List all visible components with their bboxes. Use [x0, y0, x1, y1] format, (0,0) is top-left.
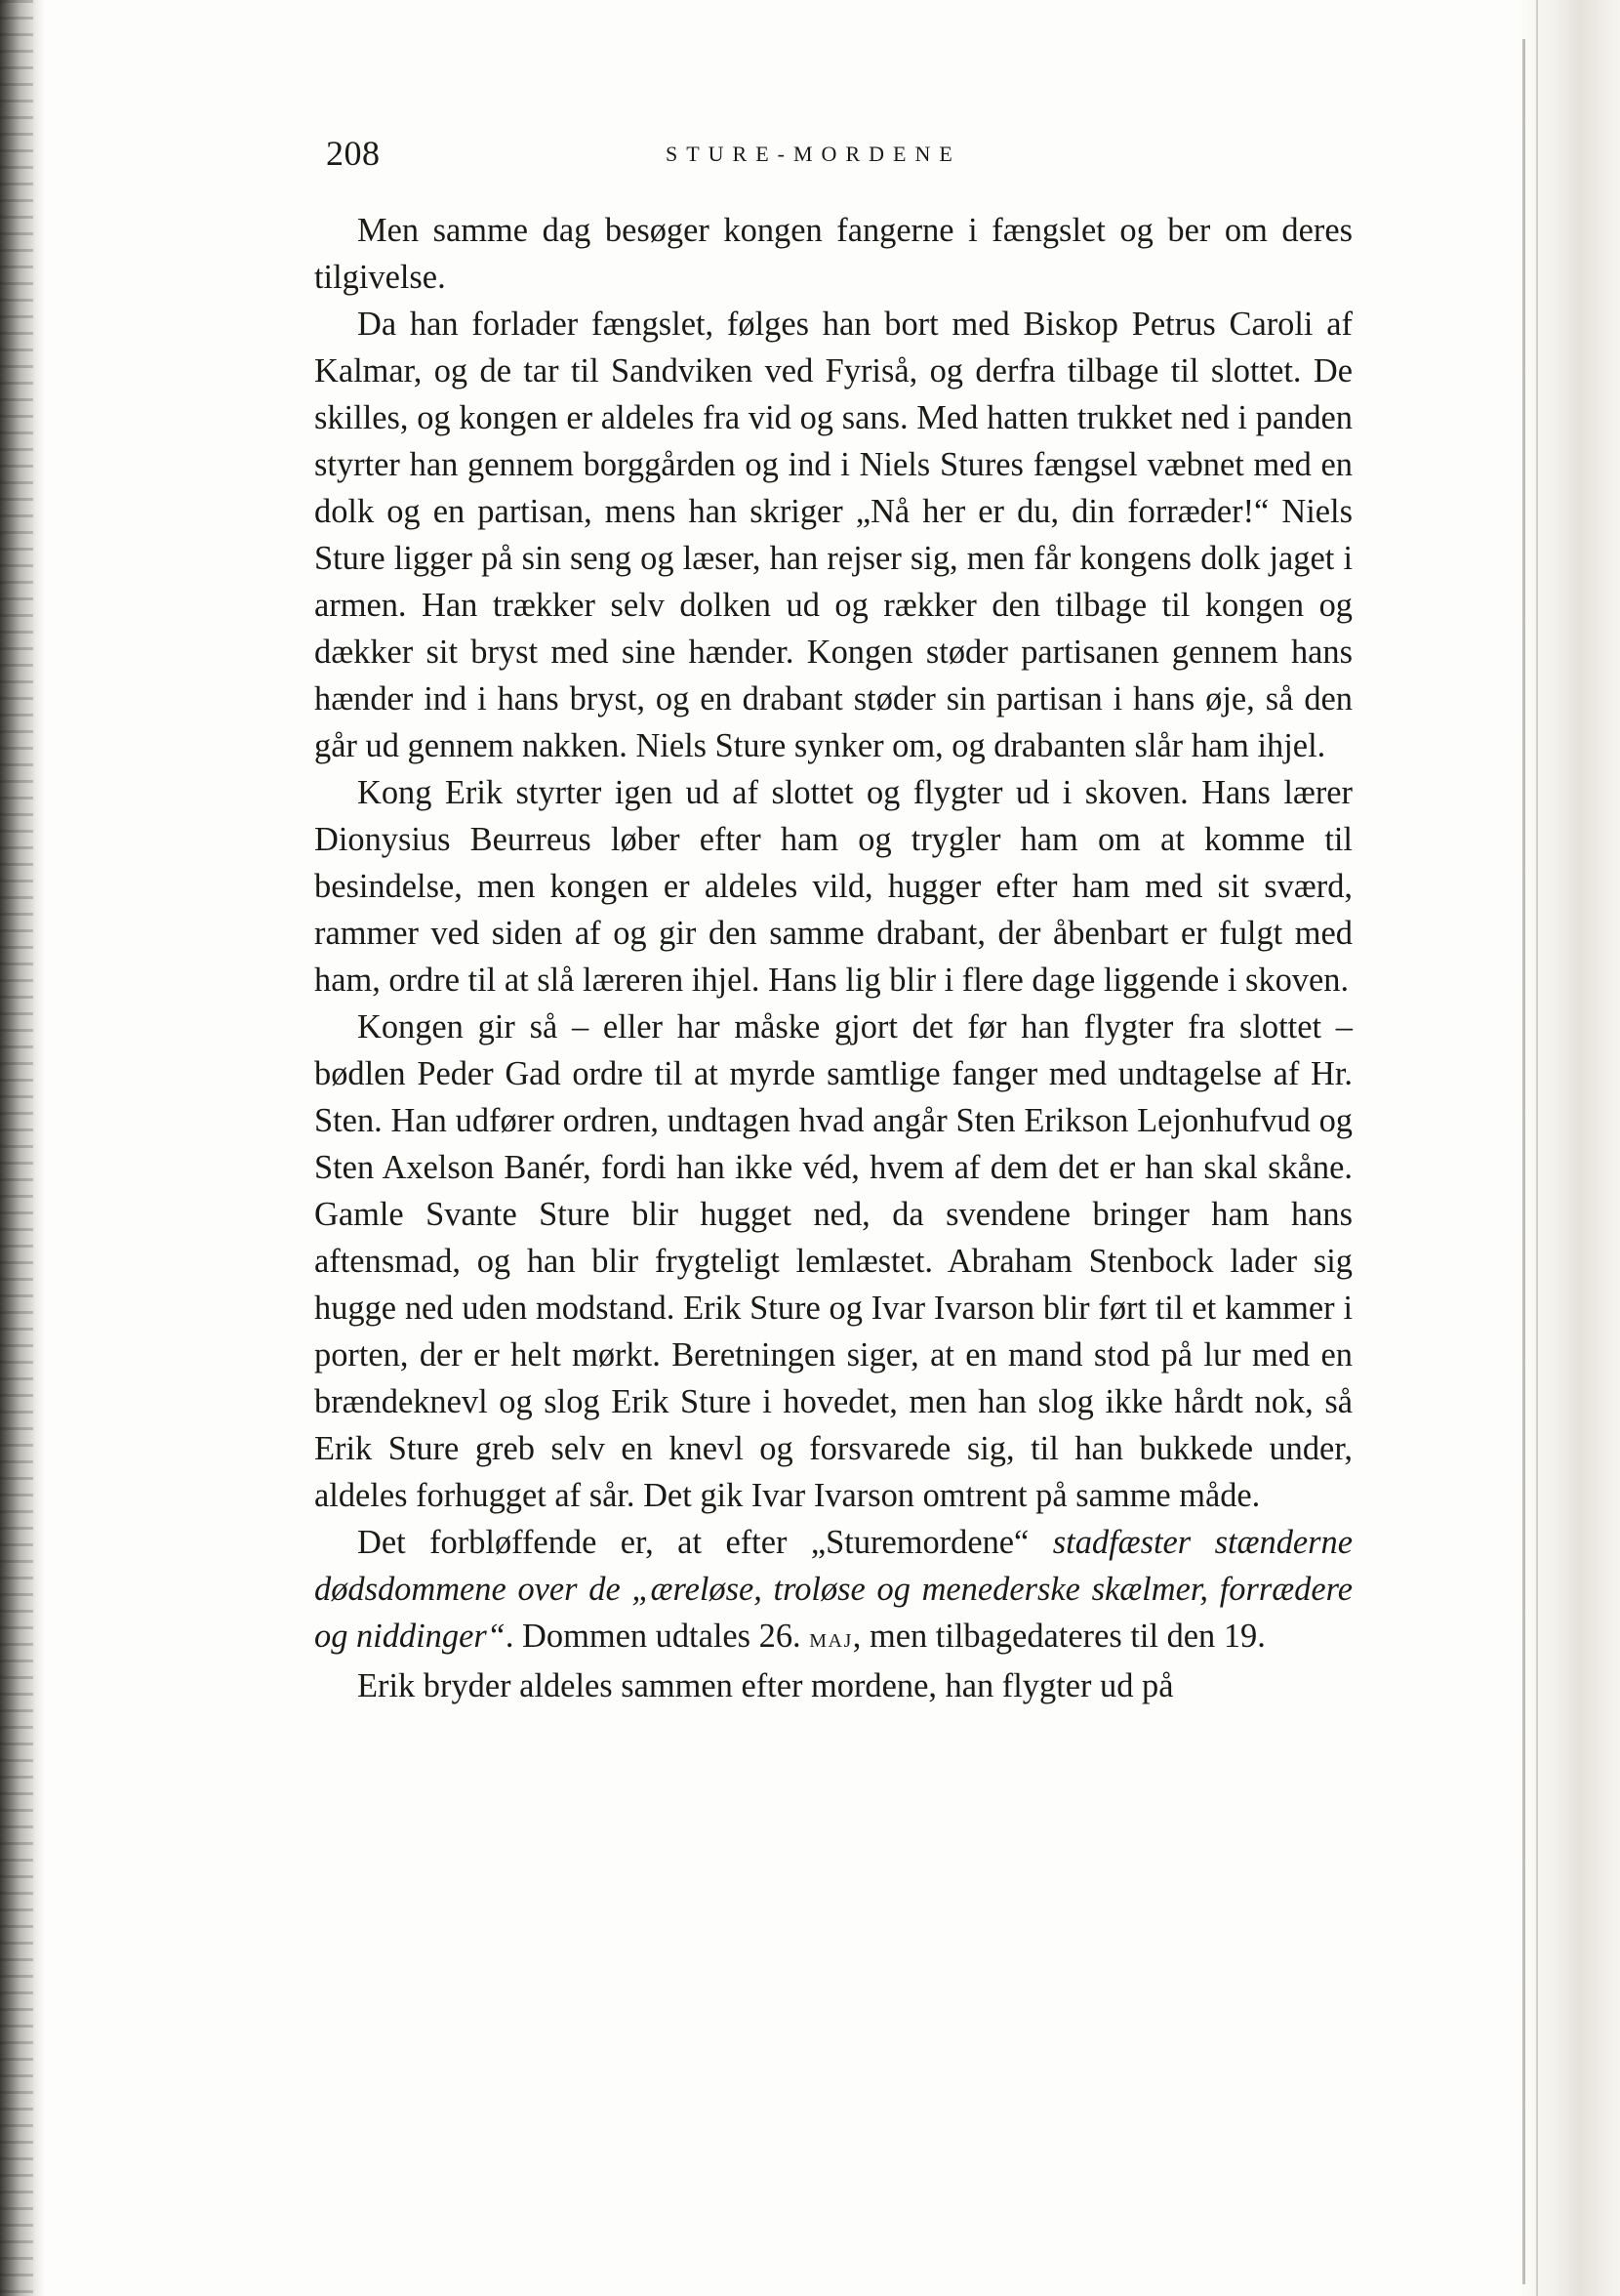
paragraph-text: Det forbløffende er, at efter „Sturemordene“ — [357, 1524, 1053, 1561]
page-edge-line — [1522, 39, 1525, 2284]
small-caps-month: maj — [809, 1623, 853, 1654]
page-edge-line-outer — [1536, 0, 1538, 2296]
paragraph-text: . Dommen udtales 26. — [505, 1618, 810, 1655]
binding-streaks — [0, 0, 33, 2296]
paragraph: Kongen gir så – eller har måske gjort det før han flygter fra slottet – bødlen Peder Gad ordre til at myrde samtlige fanger med undtagelse af Hr. Sten. Han udfører ordren, undtagen hvad angår Sten Erikson Lejonhufvud og Sten Axelson Banér, fordi han ikke véd, hvem af dem det er han skal skåne. Gamle Svante Sture blir hugget ned, da svendene bringer ham hans aftensmad, og han blir frygteligt lemlæstet. Abraham Stenbock lader sig hugge ned uden modstand. Erik Sture og Ivar Ivarson blir ført til et kammer i porten, der er helt mørkt. Beretningen siger, at en mand stod på lur med en brændeknevl og slog Erik Sture i hovedet, men han slog ikke hårdt nok, så Erik Sture greb selv en knevl og forsvarede sig, til han bukkede under, aldeles forhugget af sår. Det gik Ivar Ivarson omtrent på samme måde. — [314, 1008, 1353, 1514]
paragraph: Da han forlader fængslet, følges han bort med Biskop Petrus Caroli af Kalmar, og de tar til Sandviken ved Fyriså, og derfra tilbage til slottet. De skilles, og kongen er aldeles fra vid og sans. Med hatten trukket ned i panden styrter han gennem borggården og ind i Niels Stures fængsel væbnet med en dolk og en partisan, mens han skriger „Nå her er du, din forræder!“ Niels Sture ligger på sin seng og læser, han rejser sig, men får kongens dolk jaget i armen. Han trækker selv dolken ud og rækker den tilbage til kongen og dækker sit bryst med sine hænder. Kongen støder partisanen gennem hans hænder ind i hans bryst, og en drabant støder sin partisan i hans øje, så den går ud gennem nakken. Niels Sture synker om, og drabanten slår ham ihjel. — [314, 306, 1353, 764]
paragraph: Kong Erik styrter igen ud af slottet og flygter ud i skoven. Hans lærer Dionysius Beurreus løber efter ham og trygler ham om at komme til besindelse, men kongen er aldeles vild, hugger efter ham med sit sværd, rammer ved siden af og gir den samme drabant, der åbenbart er fulgt med ham, ordre til at slå læreren ihjel. Hans lig blir i flere dage liggende i skoven. — [314, 774, 1353, 999]
paragraph: Erik bryder aldeles sammen efter mordene, han flygter ud på — [357, 1667, 1174, 1704]
italic-quote: stadfæster stænderne dødsdommene over de „æreløse, troløse og menederske skælmer, forrædere og niddinger“ — [314, 1524, 1353, 1655]
page-edge-shadow — [1515, 0, 1620, 2296]
paragraph: Men samme dag besøger kongen fangerne i fængslet og ber om deres tilgivelse. — [314, 212, 1353, 296]
page-number: 208 — [326, 134, 381, 173]
running-head: STURE-MORDENE — [666, 142, 961, 166]
body-text — [314, 207, 1353, 1709]
paragraph-with-italic — [314, 1519, 1353, 1662]
page-header — [326, 129, 1351, 178]
paragraph-text: , men tilbagedateres til den 19. — [852, 1618, 1266, 1655]
